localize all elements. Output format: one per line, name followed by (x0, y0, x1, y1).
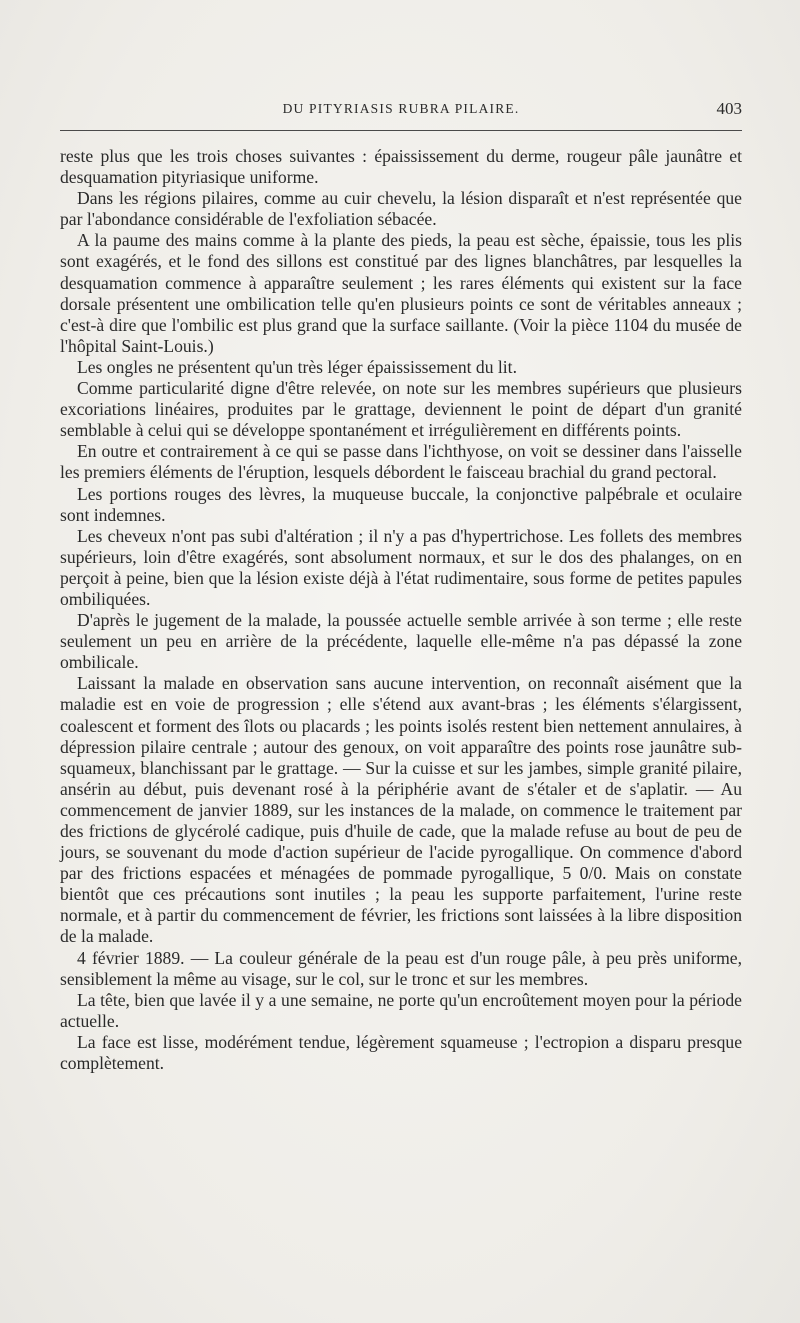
paragraph: En outre et contrairement à ce qui se passe dans l'ichthyose, on voit se dessiner dans l'aisselle les premiers éléments de l'éruption, lesquels débordent le faisceau brachial du grand pectoral. (60, 441, 742, 483)
paragraph: A la paume des mains comme à la plante des pieds, la peau est sèche, épaissie, tous les plis sont exagérés, et le fond des sillons est constitué par des lignes blanchâtres, par lesquelles la desquamation commence à apparaître seulement ; les rares éléments qui existent sur la face dorsale présentent une ombilication telle qu'en plusieurs points ce sont de véritables anneaux ; c'est-à dire que l'ombilic est plus grand que la surface saillante. (Voir la pièce 1104 du musée de l'hôpital Saint-Louis.) (60, 230, 742, 356)
paragraph: Dans les régions pilaires, comme au cuir chevelu, la lésion disparaît et n'est représentée que par l'abondance considérable de l'exfoliation sébacée. (60, 188, 742, 230)
paragraph: D'après le jugement de la malade, la poussée actuelle semble arrivée à son terme ; elle reste seulement un peu en arrière de la précédente, laquelle elle-même n'a pas dépassé la zone ombilicale. (60, 610, 742, 673)
paragraph: La face est lisse, modérément tendue, légèrement squameuse ; l'ectropion a disparu presque complètement. (60, 1031, 742, 1074)
page-number: 403 (716, 99, 742, 118)
body-text (60, 146, 742, 1074)
paragraph: Les ongles ne présentent qu'un très léger épaississement du lit. (77, 356, 517, 377)
running-title: DU PITYRIASIS RUBRA PILAIRE. (282, 101, 520, 116)
page-header (60, 95, 742, 125)
paragraph: reste plus que les trois choses suivantes : épaississement du derme, rougeur pâle jaunâtre et desquamation pityriasique uniforme. (60, 146, 742, 188)
header-rule (60, 130, 742, 131)
paragraph: 4 février 1889. — La couleur générale de la peau est d'un rouge pâle, à peu près uniforme, sensiblement la même au visage, sur le col, sur le tronc et sur les membres. (60, 947, 742, 989)
paragraph: Laissant la malade en observation sans aucune intervention, on reconnaît aisément que la maladie est en voie de progression ; elle s'étend aux avant-bras ; les éléments s'élargissent, coalescent et forment des îlots ou placards ; les points isolés restent bien nettement annulaires, à dépression pilaire centrale ; autour des genoux, on voit apparaître des points rose jaunâtre sub-squameux, blanchissant par le grattage. — Sur la cuisse et sur les jambes, simple granité pilaire, ansérin au début, puis devenant rosé à la périphérie avant de s'étaler et de s'aplatir. — Au commencement de janvier 1889, sur les instances de la malade, on commence le traitement par des frictions de glycérolé cadique, puis d'huile de cade, que la malade refuse au bout de peu de jours, se souvenant du mode d'action supérieur de l'acide pyrogallique. On commence d'abord par des frictions espacées et ménagées de pommade pyrogallique, 5 0/0. Mais on constate bientôt que ces précautions sont inutiles ; la peau les supporte parfaitement, l'urine reste normale, et à partir du commencement de février, les frictions sont laissées à la libre disposition de la malade. (60, 673, 742, 947)
paragraph: Les cheveux n'ont pas subi d'altération ; il n'y a pas d'hypertrichose. Les follets des membres supérieurs, loin d'être exagérés, sont absolument normaux, et sur le dos des phalanges, on en perçoit à peine, bien que la lésion existe déjà à l'état rudimentaire, sous forme de petites papules ombiliquées. (60, 525, 742, 609)
paragraph: La tête, bien que lavée il y a une semaine, ne porte qu'un encroûtement moyen pour la période actuelle. (60, 989, 742, 1031)
paragraph: Comme particularité digne d'être relevée, on note sur les membres supérieurs que plusieurs excoriations linéaires, produites par le grattage, deviennent le point de départ d'un granité semblable à celui qui se développe spontanément et irrégulièrement en différents points. (60, 378, 742, 441)
paragraph: Les portions rouges des lèvres, la muqueuse buccale, la conjonctive palpébrale et oculaire sont indemnes. (60, 483, 742, 525)
